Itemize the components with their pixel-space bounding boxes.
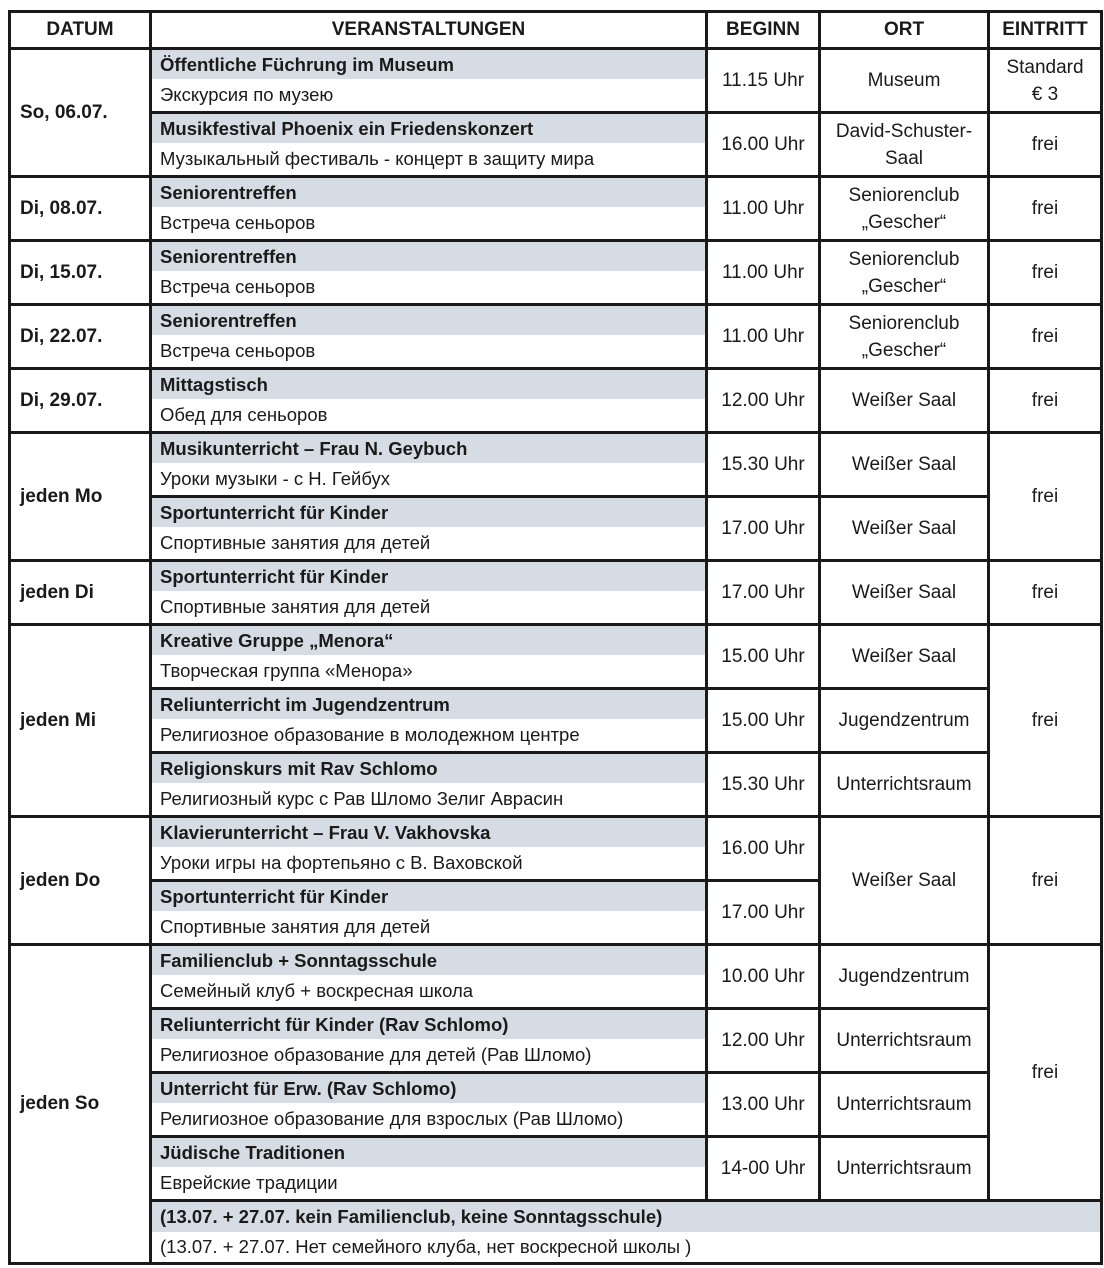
- place-cell: Weißer Saal: [820, 817, 989, 945]
- start-time: 11.00 Uhr: [707, 241, 820, 305]
- event-title-de: Kreative Gruppe „Menora“: [152, 626, 705, 655]
- table-row: [10, 305, 1102, 369]
- start-time: 15.30 Uhr: [707, 433, 820, 497]
- admission-cell: frei: [989, 113, 1102, 177]
- place-cell: David-Schuster- Saal: [820, 113, 989, 177]
- header-place: ORT: [820, 12, 989, 49]
- start-time: 16.00 Uhr: [707, 113, 820, 177]
- date-cell: jeden Di: [10, 561, 151, 625]
- admission-cell: frei: [989, 241, 1102, 305]
- start-time: 13.00 Uhr: [707, 1073, 820, 1137]
- event-title-de: Musikfestival Phoenix ein Friedenskonzert: [152, 114, 705, 143]
- table-row: [10, 753, 1102, 817]
- event-title-de: Religionskurs mit Rav Schlomo: [152, 754, 705, 783]
- table-row: [10, 689, 1102, 753]
- start-time: 15.30 Uhr: [707, 753, 820, 817]
- start-time: 11.00 Uhr: [707, 305, 820, 369]
- start-time: 12.00 Uhr: [707, 369, 820, 433]
- note-de: (13.07. + 27.07. kein Familienclub, keine Sonntagsschule): [152, 1202, 1100, 1232]
- event-cell: [151, 753, 707, 817]
- place-cell: Seniorenclub „Gescher“: [820, 305, 989, 369]
- admission-cell: frei: [989, 625, 1102, 817]
- event-cell: [151, 241, 707, 305]
- event-title-de: Jüdische Traditionen: [152, 1138, 705, 1167]
- header-date: DATUM: [10, 12, 151, 49]
- table-row: [10, 177, 1102, 241]
- event-title-de: Unterricht für Erw. (Rav Schlomo): [152, 1074, 705, 1103]
- event-title-de: Öffentliche Füchrung im Museum: [152, 50, 705, 79]
- date-cell: Di, 15.07.: [10, 241, 151, 305]
- header-events: VERANSTALTUNGEN: [151, 12, 707, 49]
- place-cell: Weißer Saal: [820, 561, 989, 625]
- header-admission: EINTRITT: [989, 12, 1102, 49]
- date-cell: jeden Mo: [10, 433, 151, 561]
- start-time: 16.00 Uhr: [707, 817, 820, 881]
- event-title-de: Sportunterricht für Kinder: [152, 562, 705, 591]
- start-time: 11.00 Uhr: [707, 177, 820, 241]
- note-ru: (13.07. + 27.07. Нет семейного клуба, нет воскресной школы ): [160, 1236, 692, 1257]
- table-row: [10, 625, 1102, 689]
- place-cell: Jugendzentrum: [820, 689, 989, 753]
- start-time: 17.00 Uhr: [707, 881, 820, 945]
- event-cell: [151, 561, 707, 625]
- place-cell: Unterrichtsraum: [820, 753, 989, 817]
- date-cell: jeden Do: [10, 817, 151, 945]
- event-title-ru: Еврейские традиции: [160, 1172, 338, 1193]
- place-cell: Weißer Saal: [820, 625, 989, 689]
- event-schedule-table: [8, 10, 1103, 1265]
- table-row: [10, 1073, 1102, 1137]
- event-title-ru: Обед для сеньоров: [160, 404, 328, 425]
- event-title-ru: Спортивные занятия для детей: [160, 532, 431, 553]
- event-title-ru: Экскурсия по музею: [160, 84, 334, 105]
- event-cell: [151, 1073, 707, 1137]
- admission-cell: frei: [989, 817, 1102, 945]
- event-cell: [151, 1009, 707, 1073]
- header-row: [10, 12, 1102, 49]
- event-title-ru: Творческая группа «Менора»: [160, 660, 413, 681]
- event-title-de: Reliunterricht im Jugendzentrum: [152, 690, 705, 719]
- event-cell: [151, 1137, 707, 1201]
- note-cell: [151, 1201, 1102, 1264]
- start-time: 12.00 Uhr: [707, 1009, 820, 1073]
- place-cell: Unterrichtsraum: [820, 1073, 989, 1137]
- table-row: [10, 497, 1102, 561]
- admission-cell: frei: [989, 177, 1102, 241]
- event-title-ru: Встреча сеньоров: [160, 276, 316, 297]
- event-cell: [151, 881, 707, 945]
- event-title-de: Seniorentreffen: [152, 242, 705, 271]
- admission-cell: frei: [989, 433, 1102, 561]
- date-cell: Di, 29.07.: [10, 369, 151, 433]
- event-title-ru: Религиозное образование в молодежном центре: [160, 724, 580, 745]
- event-cell: [151, 113, 707, 177]
- event-title-de: Seniorentreffen: [152, 178, 705, 207]
- event-title-de: Musikunterricht – Frau N. Geybuch: [152, 434, 705, 463]
- event-title-de: Mittagstisch: [152, 370, 705, 399]
- event-cell: [151, 625, 707, 689]
- event-cell: [151, 689, 707, 753]
- admission-cell: frei: [989, 369, 1102, 433]
- table-row: [10, 241, 1102, 305]
- event-cell: [151, 49, 707, 113]
- place-cell: Unterrichtsraum: [820, 1009, 989, 1073]
- place-cell: Weißer Saal: [820, 369, 989, 433]
- place-cell: Seniorenclub „Gescher“: [820, 241, 989, 305]
- start-time: 10.00 Uhr: [707, 945, 820, 1009]
- event-cell: [151, 369, 707, 433]
- event-title-ru: Спортивные занятия для детей: [160, 916, 431, 937]
- start-time: 15.00 Uhr: [707, 625, 820, 689]
- event-title-de: Sportunterricht für Kinder: [152, 882, 705, 911]
- table-row: [10, 817, 1102, 881]
- place-cell: Seniorenclub „Gescher“: [820, 177, 989, 241]
- event-title-de: Seniorentreffen: [152, 306, 705, 335]
- table-row: [10, 1009, 1102, 1073]
- table-row: [10, 1201, 1102, 1264]
- start-time: 17.00 Uhr: [707, 561, 820, 625]
- admission-cell: frei: [989, 305, 1102, 369]
- event-title-ru: Религиозный курс с Рав Шломо Зелиг Аврасин: [160, 788, 564, 809]
- admission-cell: frei: [989, 945, 1102, 1201]
- header-start: BEGINN: [707, 12, 820, 49]
- place-cell: Weißer Saal: [820, 433, 989, 497]
- place-cell: Museum: [820, 49, 989, 113]
- event-cell: [151, 305, 707, 369]
- place-cell: Unterrichtsraum: [820, 1137, 989, 1201]
- date-cell: Di, 08.07.: [10, 177, 151, 241]
- event-title-ru: Семейный клуб + воскресная школа: [160, 980, 474, 1001]
- event-title-ru: Религиозное образование для детей (Рав Шломо): [160, 1044, 592, 1065]
- start-time: 15.00 Uhr: [707, 689, 820, 753]
- start-time: 11.15 Uhr: [707, 49, 820, 113]
- table-row: [10, 433, 1102, 497]
- admission-cell: frei: [989, 561, 1102, 625]
- event-cell: [151, 433, 707, 497]
- table-row: [10, 369, 1102, 433]
- event-title-ru: Встреча сеньоров: [160, 340, 316, 361]
- event-title-de: Familienclub + Sonntagsschule: [152, 946, 705, 975]
- event-title-ru: Музыкальный фестиваль - концерт в защиту мира: [160, 148, 595, 169]
- event-cell: [151, 497, 707, 561]
- table-row: [10, 113, 1102, 177]
- event-title-ru: Уроки игры на фортепьяно с В. Ваховской: [160, 852, 523, 873]
- date-cell: jeden So: [10, 945, 151, 1264]
- event-title-de: Klavierunterricht – Frau V. Vakhovska: [152, 818, 705, 847]
- table-row: [10, 561, 1102, 625]
- table-row: [10, 49, 1102, 113]
- event-cell: [151, 817, 707, 881]
- start-time: 14-00 Uhr: [707, 1137, 820, 1201]
- date-cell: So, 06.07.: [10, 49, 151, 177]
- event-title-ru: Спортивные занятия для детей: [160, 596, 431, 617]
- event-title-de: Reliunterricht für Kinder (Rav Schlomo): [152, 1010, 705, 1039]
- event-title-de: Sportunterricht für Kinder: [152, 498, 705, 527]
- table-row: [10, 945, 1102, 1009]
- table-row: [10, 1137, 1102, 1201]
- date-cell: jeden Mi: [10, 625, 151, 817]
- event-title-ru: Уроки музыки - с Н. Гейбух: [160, 468, 391, 489]
- place-cell: Weißer Saal: [820, 497, 989, 561]
- place-cell: Jugendzentrum: [820, 945, 989, 1009]
- event-title-ru: Встреча сеньоров: [160, 212, 316, 233]
- event-title-ru: Религиозное образование для взрослых (Рав Шломо): [160, 1108, 624, 1129]
- start-time: 17.00 Uhr: [707, 497, 820, 561]
- admission-cell: Standard € 3: [989, 49, 1102, 113]
- date-cell: Di, 22.07.: [10, 305, 151, 369]
- event-cell: [151, 177, 707, 241]
- event-cell: [151, 945, 707, 1009]
